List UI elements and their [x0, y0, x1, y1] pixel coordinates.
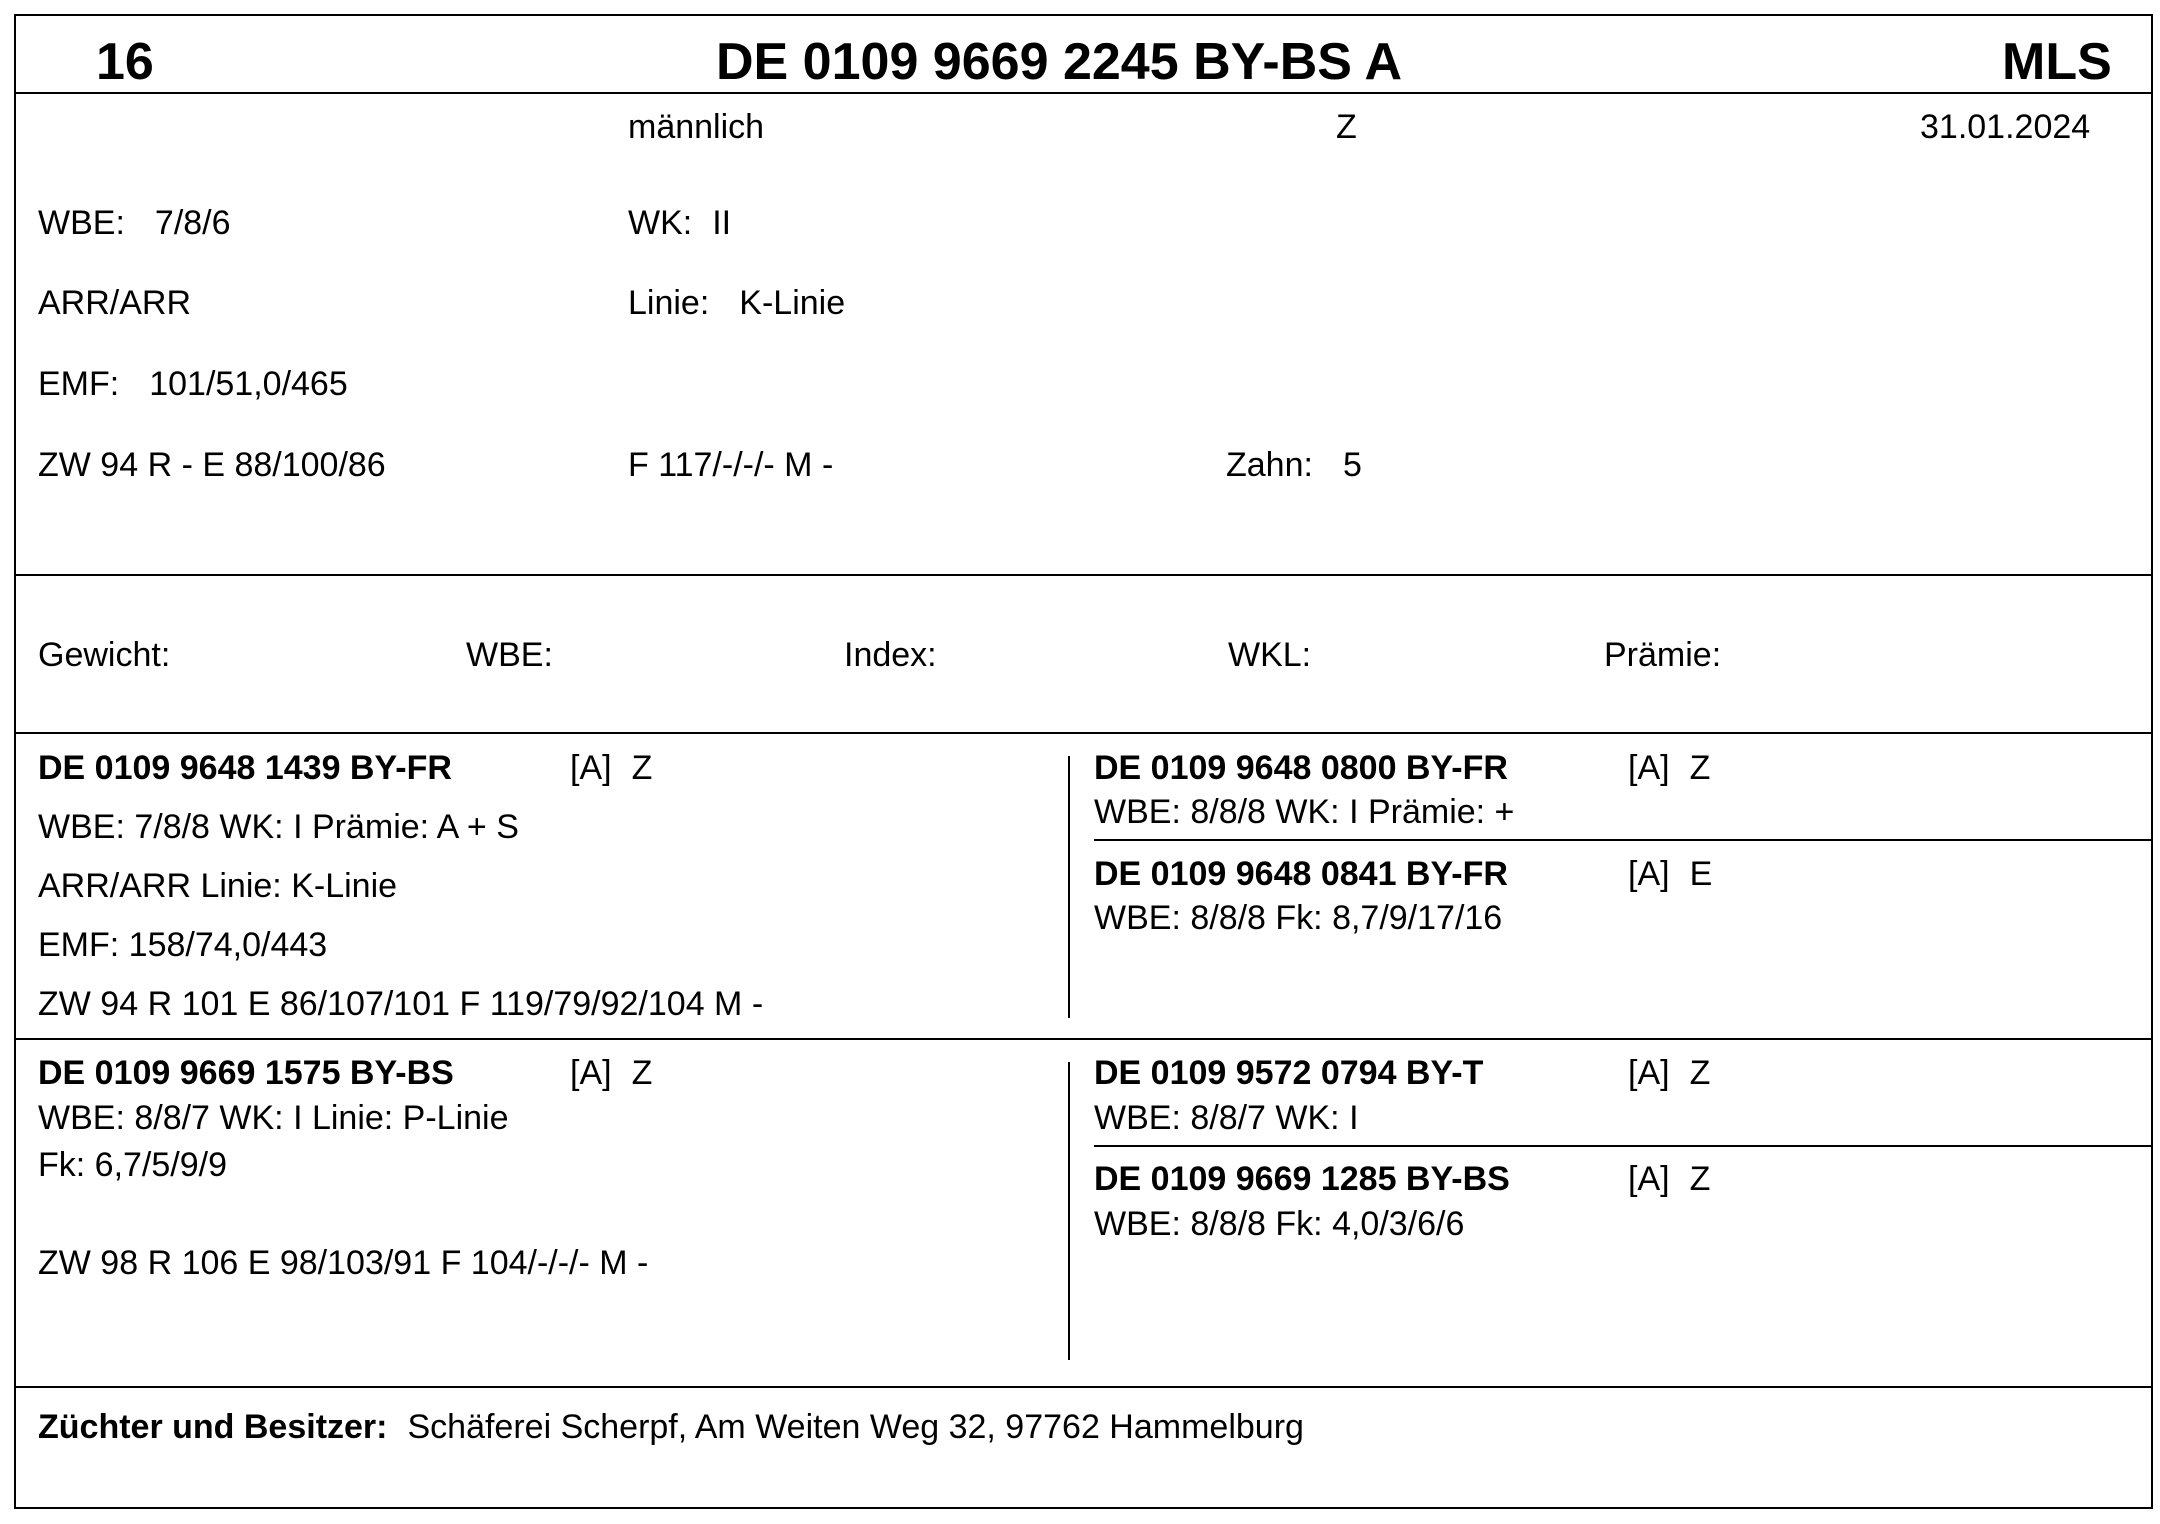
- sire-dam-status: E: [1689, 855, 1713, 893]
- index-label: Index:: [844, 636, 937, 674]
- emf-row: [38, 367, 348, 401]
- wk-value: II: [712, 204, 732, 242]
- wkl-label: WKL:: [1228, 636, 1312, 674]
- dam-sire-status: Z: [1689, 1054, 1711, 1092]
- breeder-row: [38, 1410, 1304, 1444]
- linie-value: K-Linie: [739, 284, 846, 322]
- breed-code: MLS: [2002, 33, 2112, 91]
- dam-column-divider: [1068, 1062, 1070, 1360]
- dam-status: Z: [631, 1054, 653, 1092]
- sire-column-divider: [1068, 756, 1070, 1018]
- sire-dam-tag-code: [A]: [1628, 855, 1670, 893]
- praemie-label: Prämie:: [1604, 636, 1722, 674]
- zahn-row: [1226, 448, 1362, 482]
- wk-row: [628, 206, 731, 240]
- sire-dam-divider: [16, 1038, 2151, 1040]
- dam-dam-tag-code: [A]: [1628, 1160, 1670, 1198]
- linie-label: Linie:: [628, 284, 710, 322]
- wk-label: WK:: [628, 204, 693, 242]
- animal-id: DE 0109 9669 2245 BY-BS A: [716, 33, 1403, 91]
- eval-wbe-label: WBE:: [466, 636, 553, 674]
- emf-value: 101/51,0/465: [149, 365, 348, 403]
- sire-dam-tag: [1628, 857, 1712, 891]
- sire-tag: [570, 751, 652, 785]
- zahn-value: 5: [1342, 446, 1362, 484]
- dam-sire-id: DE 0109 9572 0794 BY-T: [1094, 1054, 1484, 1092]
- sire-sire-line-1: WBE: 8/8/8 WK: I Prämie: +: [1094, 793, 1515, 831]
- status: Z: [1336, 108, 1357, 146]
- dam-sire-line-1: WBE: 8/8/7 WK: I: [1094, 1099, 1359, 1137]
- arr-genotype: ARR/ARR: [38, 284, 192, 322]
- breeder-value: Schäferei Scherpf, Am Weiten Weg 32, 97762 Hammelburg: [407, 1408, 1304, 1446]
- info-divider: [16, 574, 2151, 576]
- sire-id: DE 0109 9648 1439 BY-FR: [38, 749, 452, 787]
- sire-line-3: EMF: 158/74,0/443: [38, 926, 328, 964]
- sire-sire-tag: [1628, 751, 1710, 785]
- sire-sire-id: DE 0109 9648 0800 BY-FR: [1094, 749, 1508, 787]
- catalog-number: 16: [96, 33, 154, 91]
- header-divider: [16, 92, 2151, 94]
- dam-dam-line-1: WBE: 8/8/8 Fk: 4,0/3/6/6: [1094, 1205, 1465, 1243]
- dam-dam-status: Z: [1689, 1160, 1711, 1198]
- dam-sire-tag-code: [A]: [1628, 1054, 1670, 1092]
- dam-tag: [570, 1056, 652, 1090]
- linie-row: [628, 286, 845, 320]
- dam-grandparent-divider: [1094, 1145, 2153, 1147]
- sire-status: Z: [631, 749, 653, 787]
- zw-values: ZW 94 R - E 88/100/86: [38, 446, 386, 484]
- zahn-label: Zahn:: [1226, 446, 1313, 484]
- sire-dam-id: DE 0109 9648 0841 BY-FR: [1094, 855, 1508, 893]
- footer-divider: [16, 1386, 2151, 1388]
- dam-id: DE 0109 9669 1575 BY-BS: [38, 1054, 454, 1092]
- sire-grandparent-divider: [1094, 839, 2153, 841]
- gewicht-label: Gewicht:: [38, 636, 171, 674]
- evaluation-divider: [16, 732, 2151, 734]
- birth-date: 31.01.2024: [1920, 108, 2091, 146]
- sire-sire-status: Z: [1689, 749, 1711, 787]
- dam-line-3: ZW 98 R 106 E 98/103/91 F 104/-/-/- M -: [38, 1244, 649, 1282]
- sex: männlich: [628, 108, 765, 146]
- sire-line-2: ARR/ARR Linie: K-Linie: [38, 867, 398, 905]
- wbe-label: WBE:: [38, 204, 125, 242]
- wbe-value: 7/8/6: [154, 204, 231, 242]
- dam-line-2: Fk: 6,7/5/9/9: [38, 1146, 227, 1184]
- sire-tag-code: [A]: [570, 749, 612, 787]
- dam-tag-code: [A]: [570, 1054, 612, 1092]
- sire-line-1: WBE: 7/8/8 WK: I Prämie: A + S: [38, 808, 519, 846]
- sire-line-4: ZW 94 R 101 E 86/107/101 F 119/79/92/104 M -: [38, 985, 764, 1023]
- dam-line-1: WBE: 8/8/7 WK: I Linie: P-Linie: [38, 1099, 509, 1137]
- pedigree-card: [14, 14, 2153, 1509]
- emf-label: EMF:: [38, 365, 120, 403]
- dam-dam-tag: [1628, 1162, 1710, 1196]
- f-values: F 117/-/-/- M -: [628, 446, 834, 484]
- dam-sire-tag: [1628, 1056, 1710, 1090]
- sire-sire-tag-code: [A]: [1628, 749, 1670, 787]
- dam-dam-id: DE 0109 9669 1285 BY-BS: [1094, 1160, 1510, 1198]
- wbe-row: [38, 206, 231, 240]
- breeder-label: Züchter und Besitzer:: [38, 1408, 388, 1446]
- sire-dam-line-1: WBE: 8/8/8 Fk: 8,7/9/17/16: [1094, 899, 1503, 937]
